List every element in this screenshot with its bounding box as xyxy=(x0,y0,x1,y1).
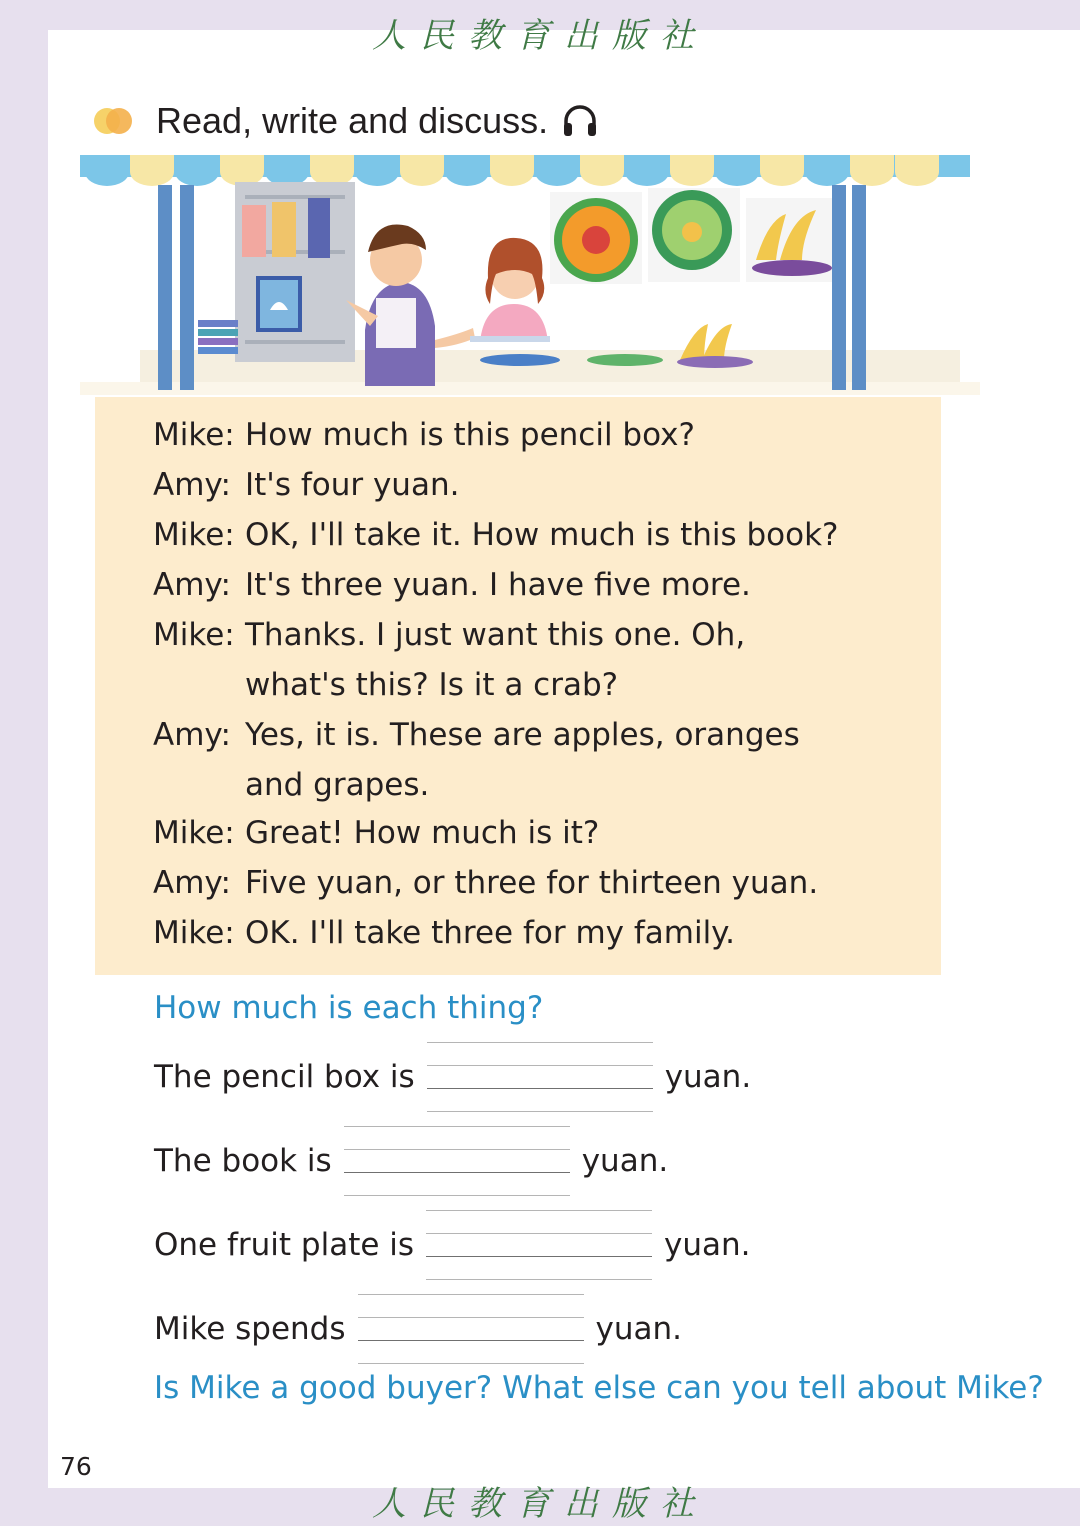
dialogue-line xyxy=(153,415,695,455)
dialogue-line xyxy=(153,863,818,903)
speaker-label: Mike: xyxy=(153,617,235,653)
speaker-label: Mike: xyxy=(153,915,235,951)
line-text: and grapes. xyxy=(245,767,430,803)
line-text: How much is this pencil box? xyxy=(245,417,695,453)
line-text: OK. I'll take three for my family. xyxy=(245,915,735,951)
discussion-question: Is Mike a good buyer? What else can you tell about Mike? xyxy=(154,1370,1044,1406)
fill-in-suffix: yuan. xyxy=(664,1059,752,1095)
dialogue-line xyxy=(153,715,800,755)
line-text: Thanks. I just want this one. Oh, xyxy=(245,617,746,653)
headphones-icon[interactable] xyxy=(560,101,600,141)
page-number: 76 xyxy=(60,1452,92,1481)
answer-blank[interactable] xyxy=(426,1210,652,1280)
heading-text: Read, write and discuss. xyxy=(156,100,549,141)
shop-illustration xyxy=(80,150,980,395)
publisher-watermark-bottom: 人民教育出版社 xyxy=(372,1484,708,1524)
speaker-label: Amy: xyxy=(153,467,231,503)
speaker-label: Mike: xyxy=(153,517,235,553)
line-text: It's three yuan. I have five more. xyxy=(245,567,751,603)
section-heading xyxy=(92,96,600,146)
fill-in-row xyxy=(154,1294,682,1364)
dialogue-line xyxy=(153,565,751,605)
speaker-label: Amy: xyxy=(153,567,231,603)
question-title: How much is each thing? xyxy=(154,990,544,1026)
speaker-label: Mike: xyxy=(153,417,235,453)
line-text: Great! How much is it? xyxy=(245,815,600,851)
line-text: Five yuan, or three for thirteen yuan. xyxy=(245,865,819,901)
fill-in-prefix: The pencil box is xyxy=(154,1059,415,1095)
speaker-label: Amy: xyxy=(153,717,231,753)
fill-in-prefix: Mike spends xyxy=(154,1311,346,1347)
line-text: Yes, it is. These are apples, oranges xyxy=(245,717,800,753)
dialogue-line xyxy=(153,465,459,505)
fill-in-suffix: yuan. xyxy=(664,1227,751,1263)
fill-in-suffix: yuan. xyxy=(581,1143,669,1179)
heading-dots-icon xyxy=(92,106,136,136)
fill-in-row xyxy=(154,1210,751,1280)
publisher-watermark-top: 人民教育出版社 xyxy=(372,16,708,56)
fill-in-row xyxy=(154,1042,751,1112)
fill-in-prefix: The book is xyxy=(154,1143,332,1179)
fill-in-row xyxy=(154,1126,668,1196)
dialogue-line xyxy=(153,813,599,853)
dialogue-line xyxy=(153,913,735,953)
line-text: It's four yuan. xyxy=(245,467,460,503)
speaker-label: Amy: xyxy=(153,865,231,901)
answer-blank[interactable] xyxy=(344,1126,570,1196)
dialogue-box xyxy=(95,397,941,975)
answer-blank[interactable] xyxy=(358,1294,584,1364)
dialogue-line xyxy=(153,515,839,555)
dialogue-line-continued xyxy=(245,665,618,705)
dialogue-line-continued xyxy=(245,765,429,805)
line-text: what's this? Is it a crab? xyxy=(245,667,619,703)
answer-blank[interactable] xyxy=(427,1042,653,1112)
line-text: OK, I'll take it. How much is this book? xyxy=(245,517,839,553)
fill-in-suffix: yuan. xyxy=(595,1311,683,1347)
fill-in-prefix: One fruit plate is xyxy=(154,1227,415,1263)
speaker-label: Mike: xyxy=(153,815,235,851)
dialogue-line xyxy=(153,615,745,655)
